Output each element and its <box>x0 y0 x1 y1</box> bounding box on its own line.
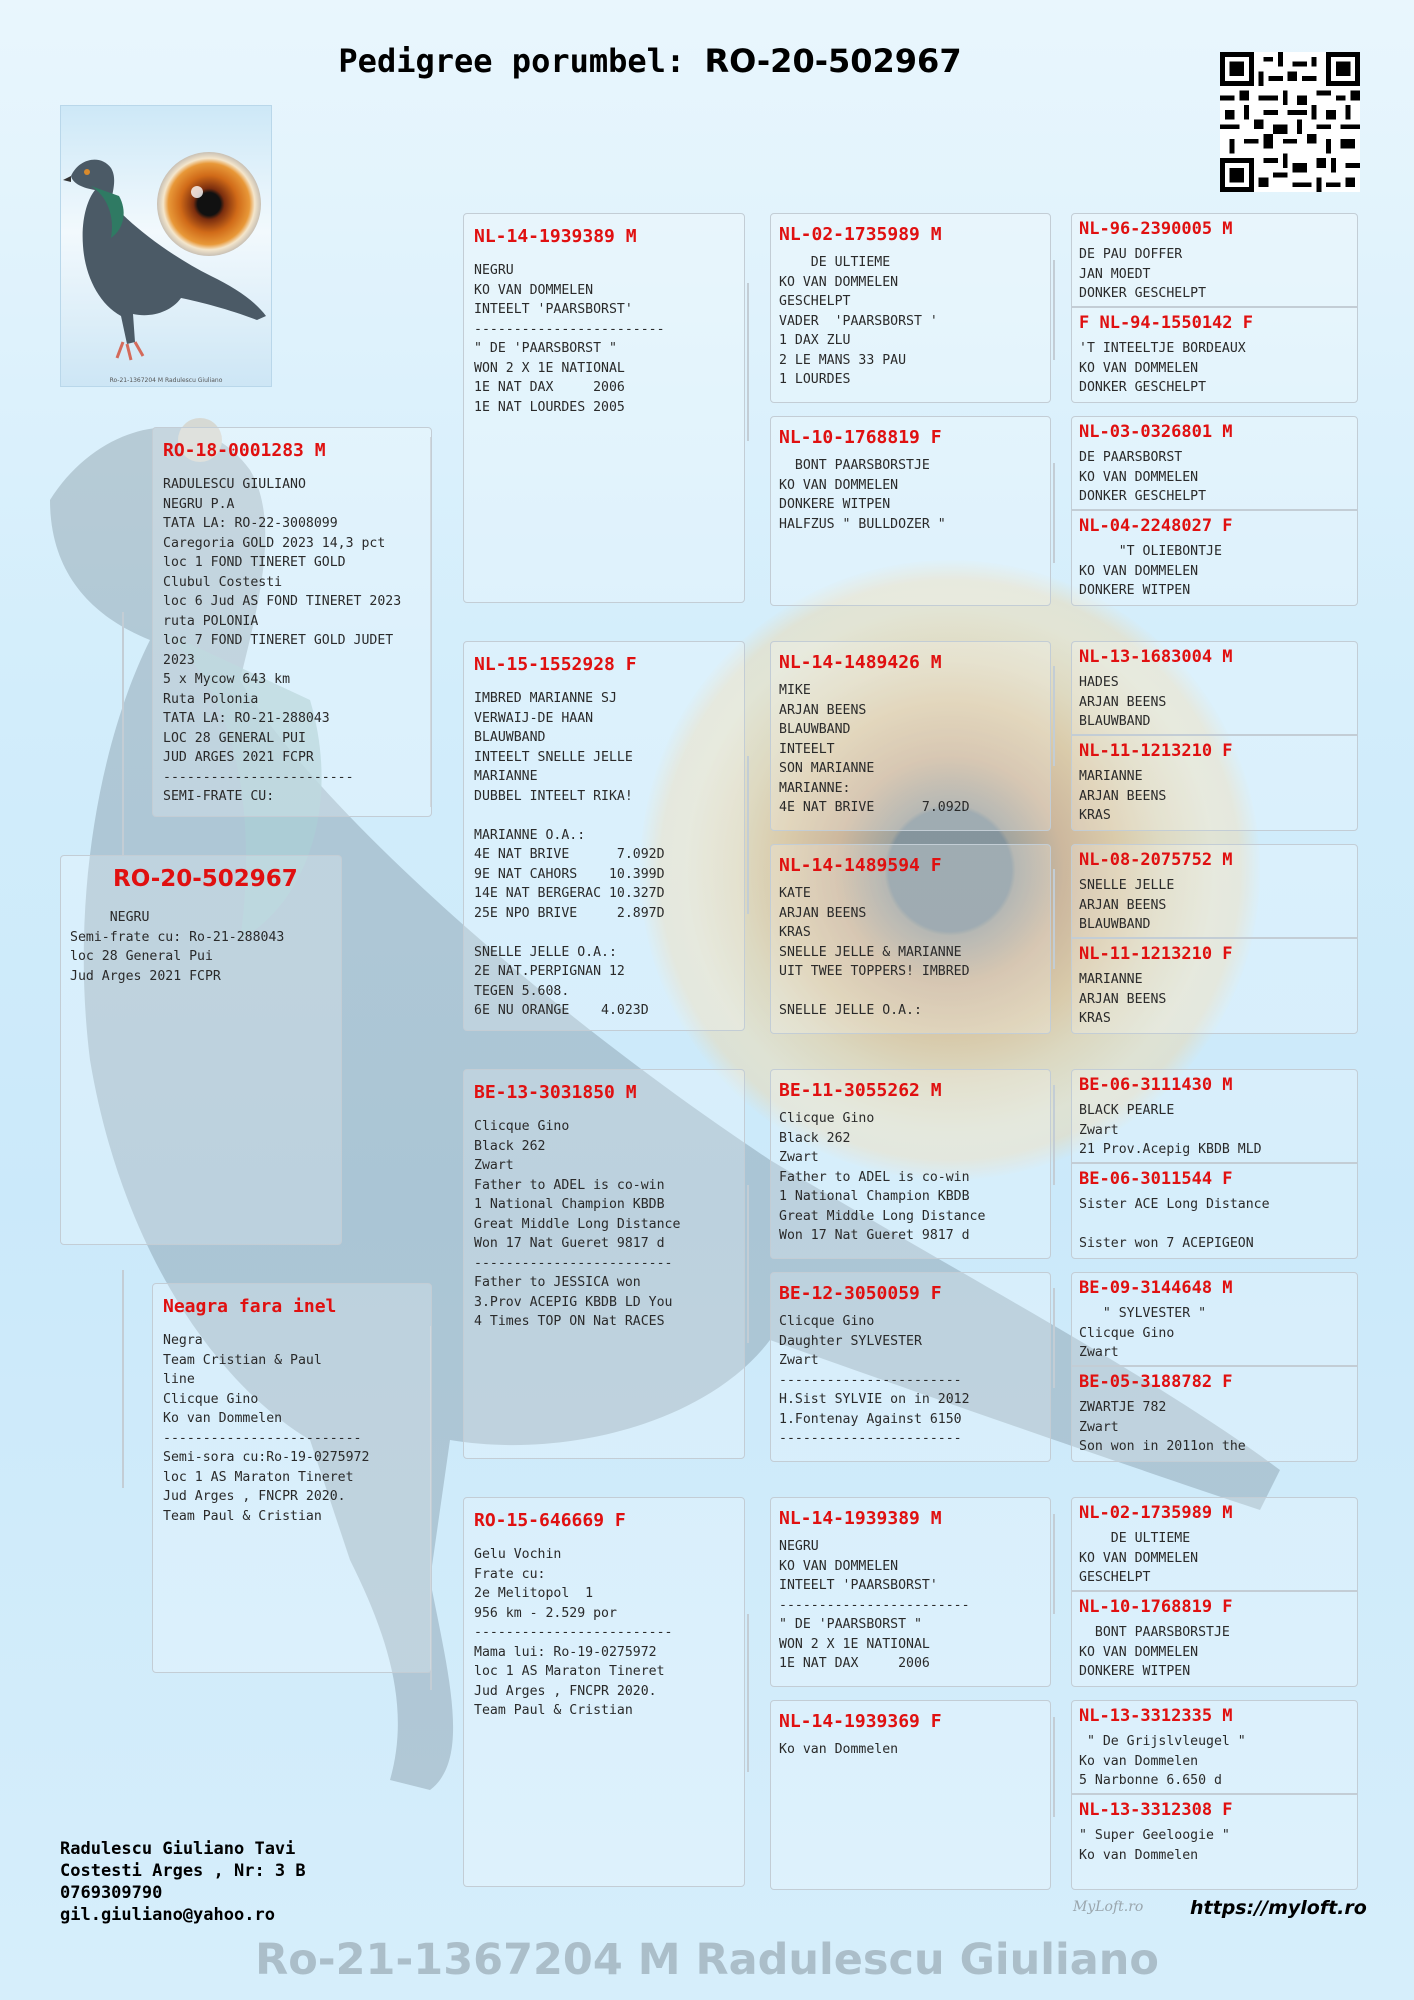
owner-phone[interactable]: 0769309790 <box>60 1883 163 1903</box>
great-grandparent-info: KATE ARJAN BEENS KRAS SNELLE JELLE & MARIANNE UIT TWEE TOPPERS! IMBRED SNELLE JELLE O.A.: <box>779 886 970 1018</box>
connector <box>747 1614 749 1772</box>
connector <box>1053 1085 1055 1185</box>
pigeon-photo-art <box>61 106 272 387</box>
ancestor-ring: NL-04-2248027 F <box>1079 516 1233 536</box>
connector <box>1053 260 1055 360</box>
grandparent-info: Clicque Gino Black 262 Zwart Father to ADEL is co-win 1 National Champion KBDB Great Middle Long Distance Won 17 Nat Gueret 9817 d ------------------------- Father to JESSICA won 3.Prov ACEPIG KBDB LD You 4 Times TOP ON Nat RACES <box>474 1119 681 1329</box>
dam-info: Negra Team Cristian & Paul line Clicque Gino Ko van Dommelen ------------------------- Semi-sora cu:Ro-19-0275972 loc 1 AS Maraton Tineret Jud Arges , FNCPR 2020. Team Paul & Cristian <box>163 1333 370 1524</box>
qr-code-icon <box>1220 52 1360 192</box>
great-grandparent-card[interactable] <box>770 213 1051 403</box>
great-grandparent-card[interactable] <box>770 1069 1051 1259</box>
connector <box>1053 1288 1055 1388</box>
grandparent-ring: NL-14-1939389 M <box>474 226 637 247</box>
ancestor-ring: NL-02-1735989 M <box>1079 1503 1233 1523</box>
ancestor-info: "T OLIEBONTJE KO VAN DOMMELEN DONKERE WITPEN <box>1079 544 1222 598</box>
grandparent-ring: BE-13-3031850 M <box>474 1082 637 1103</box>
pigeon-photo <box>60 105 272 387</box>
ancestor-card[interactable] <box>1071 307 1358 403</box>
great-grandparent-info: Clicque Gino Daughter SYLVESTER Zwart ----------------------- H.Sist SYLVIE on in 2012 1.Fontenay Against 6150 ----------------------- <box>779 1314 970 1446</box>
great-grandparent-info: Ko van Dommelen <box>779 1742 899 1757</box>
ancestor-card[interactable] <box>1071 1591 1358 1687</box>
ancestor-card[interactable] <box>1071 1366 1358 1462</box>
dam-ring: Neagra fara inel <box>163 1296 337 1317</box>
ancestor-info: HADES ARJAN BEENS BLAUWBAND <box>1079 675 1167 729</box>
ancestor-info: BLACK PEARLE Zwart 21 Prov.Acepig KBDB MLD <box>1079 1103 1262 1157</box>
ancestor-ring: BE-06-3011544 F <box>1079 1169 1233 1189</box>
great-grandparent-ring: NL-14-1939389 M <box>779 1508 942 1529</box>
connector <box>122 612 124 855</box>
ancestor-ring: NL-08-2075752 M <box>1079 850 1233 870</box>
grandparent-ring: RO-15-646669 F <box>474 1510 626 1531</box>
owner-name: Radulescu Giuliano Tavi <box>60 1839 296 1859</box>
ancestor-ring: NL-13-3312308 F <box>1079 1800 1233 1820</box>
ancestor-card[interactable] <box>1071 1700 1358 1794</box>
dam-card[interactable] <box>152 1283 432 1673</box>
ancestor-info: ZWARTJE 782 Zwart Son won in 2011on the <box>1079 1400 1246 1454</box>
myloft-logo: MyLoft.ro <box>1073 1899 1144 1915</box>
ancestor-card[interactable] <box>1071 1794 1358 1890</box>
ancestor-info: MARIANNE ARJAN BEENS KRAS <box>1079 769 1167 823</box>
great-grandparent-ring: NL-14-1489426 M <box>779 652 942 673</box>
ancestor-ring: F NL-94-1550142 F <box>1079 313 1253 333</box>
website-link[interactable]: https://myloft.ro <box>1190 1897 1367 1919</box>
connector <box>1053 1717 1055 1817</box>
title-ring: RO-20-502967 <box>704 42 962 80</box>
ancestor-card[interactable] <box>1071 641 1358 735</box>
connector <box>1053 666 1055 766</box>
ancestor-card[interactable] <box>1071 213 1358 307</box>
subject-info: NEGRU Semi-frate cu: Ro-21-288043 loc 28 General Pui Jud Arges 2021 FCPR <box>70 910 285 984</box>
great-grandparent-ring: NL-02-1735989 M <box>779 224 942 245</box>
great-grandparent-card[interactable] <box>770 1497 1051 1687</box>
subject-ring: RO-20-502967 <box>113 866 298 892</box>
sire-ring: RO-18-0001283 M <box>163 440 326 461</box>
ancestor-info: " De Grijslvleugel " Ko van Dommelen 5 Narbonne 6.650 d <box>1079 1734 1246 1788</box>
connector <box>747 756 749 914</box>
ancestor-ring: NL-13-1683004 M <box>1079 647 1233 667</box>
ancestor-ring: NL-10-1768819 F <box>1079 1597 1233 1617</box>
ancestor-info: 'T INTEELTJE BORDEAUX KO VAN DOMMELEN DONKER GESCHELPT <box>1079 341 1246 395</box>
ancestor-info: DE PAARSBORST KO VAN DOMMELEN DONKER GESCHELPT <box>1079 450 1207 504</box>
ancestor-ring: NL-13-3312335 M <box>1079 1706 1233 1726</box>
connector <box>1053 1514 1055 1614</box>
ancestor-info: Sister ACE Long Distance Sister won 7 ACEPIGEON <box>1079 1197 1270 1251</box>
ancestor-info: SNELLE JELLE ARJAN BEENS BLAUWBAND <box>1079 878 1175 932</box>
great-grandparent-card[interactable] <box>770 641 1051 831</box>
connector <box>1053 463 1055 563</box>
ancestor-ring: BE-05-3188782 F <box>1079 1372 1233 1392</box>
great-grandparent-info: NEGRU KO VAN DOMMELEN INTEELT 'PAARSBORST' ------------------------ " DE 'PAARSBORST " WON 2 X 1E NATIONAL 1E NAT DAX 2006 <box>779 1539 970 1671</box>
page-title <box>0 42 1300 80</box>
grandparent-ring: NL-15-1552928 F <box>474 654 637 675</box>
watermark: Ro-21-1367204 M Radulescu Giuliano <box>255 1935 1159 1985</box>
great-grandparent-card[interactable] <box>770 1272 1051 1462</box>
great-grandparent-ring: BE-11-3055262 M <box>779 1080 942 1101</box>
ancestor-card[interactable] <box>1071 735 1358 831</box>
ancestor-ring: BE-06-3111430 M <box>1079 1075 1233 1095</box>
ancestor-card[interactable] <box>1071 938 1358 1034</box>
ancestor-info: BONT PAARSBORSTJE KO VAN DOMMELEN DONKERE WITPEN <box>1079 1625 1230 1679</box>
great-grandparent-ring: NL-10-1768819 F <box>779 427 942 448</box>
ancestor-card[interactable] <box>1071 1497 1358 1591</box>
ancestor-ring: NL-03-0326801 M <box>1079 422 1233 442</box>
connector <box>1053 869 1055 969</box>
ancestor-ring: NL-11-1213210 F <box>1079 741 1233 761</box>
great-grandparent-info: BONT PAARSBORSTJE KO VAN DOMMELEN DONKERE WITPEN HALFZUS " BULLDOZER " <box>779 458 946 532</box>
grandparent-card[interactable] <box>463 641 745 1031</box>
ancestor-card[interactable] <box>1071 416 1358 510</box>
ancestor-info: MARIANNE ARJAN BEENS KRAS <box>1079 972 1167 1026</box>
grandparent-info: NEGRU KO VAN DOMMELEN INTEELT 'PAARSBORST' ------------------------ " DE 'PAARSBORST " WON 2 X 1E NATIONAL 1E NAT DAX 2006 1E NAT LOURDES 2005 <box>474 263 665 415</box>
great-grandparent-ring: BE-12-3050059 F <box>779 1283 942 1304</box>
title-prefix: Pedigree porumbel: <box>338 42 686 80</box>
ancestor-info: DE PAU DOFFER JAN MOEDT DONKER GESCHELPT <box>1079 247 1207 301</box>
photo-caption: Ro-21-1367204 M Radulescu Giuliano <box>109 377 223 384</box>
ancestor-info: " SYLVESTER " Clicque Gino Zwart <box>1079 1306 1207 1360</box>
sire-info: RADULESCU GIULIANO NEGRU P.A TATA LA: RO-22-3008099 Caregoria GOLD 2023 14,3 pct loc 1 FOND TINERET GOLD Clubul Costesti loc 6 Jud AS FOND TINERET 2023 ruta POLONIA loc 7 FOND TINERET GOLD JUDET 2023 5 x Mycow 643 km Ruta Polonia TATA LA: RO-21-288043 LOC 28 GENERAL PUI JUD ARGES 2021 FCPR ------------------------ SEMI-FRATE CU: <box>163 477 402 804</box>
connector <box>747 1185 749 1343</box>
owner-contact <box>60 1838 306 1926</box>
ancestor-card[interactable] <box>1071 1272 1358 1366</box>
great-grandparent-ring: NL-14-1939369 F <box>779 1711 942 1732</box>
connector <box>747 283 749 441</box>
ancestor-ring: BE-09-3144648 M <box>1079 1278 1233 1298</box>
grandparent-card[interactable] <box>463 213 745 603</box>
grandparent-card[interactable] <box>463 1497 745 1887</box>
grandparent-card[interactable] <box>463 1069 745 1459</box>
ancestor-ring: NL-96-2390005 M <box>1079 219 1233 239</box>
owner-email[interactable]: gil.giuliano@yahoo.ro <box>60 1905 275 1925</box>
subject-card[interactable] <box>60 855 342 1245</box>
ancestor-info: DE ULTIEME KO VAN DOMMELEN GESCHELPT <box>1079 1531 1199 1585</box>
great-grandparent-info: Clicque Gino Black 262 Zwart Father to ADEL is co-win 1 National Champion KBDB Great Middle Long Distance Won 17 Nat Gueret 9817 d <box>779 1111 986 1243</box>
great-grandparent-info: MIKE ARJAN BEENS BLAUWBAND INTEELT SON MARIANNE MARIANNE: 4E NAT BRIVE 7.092D <box>779 683 970 815</box>
ancestor-card[interactable] <box>1071 510 1358 606</box>
great-grandparent-ring: NL-14-1489594 F <box>779 855 942 876</box>
great-grandparent-card[interactable] <box>770 416 1051 606</box>
ancestor-card[interactable] <box>1071 1163 1358 1259</box>
owner-address: Costesti Arges , Nr: 3 B <box>60 1861 306 1881</box>
sire-card[interactable] <box>152 427 432 817</box>
grandparent-info: Gelu Vochin Frate cu: 2e Melitopol 1 956 km - 2.529 por ------------------------- Mama lui: Ro-19-0275972 loc 1 AS Maraton Tineret Jud Arges , FNCPR 2020. Team Paul & Cristian <box>474 1547 673 1718</box>
connector <box>122 1270 124 1488</box>
grandparent-info: IMBRED MARIANNE SJ VERWAIJ-DE HAAN BLAUWBAND INTEELT SNELLE JELLE MARIANNE DUBBEL INTEELT RIKA! MARIANNE O.A.: 4E NAT BRIVE 7.092D 9E NAT CAHORS 10.399D 14E NAT BERGERAC 10.327D 25E NPO BRIVE 2.897D SNELLE JELLE O.A.: 2E NAT.PERPIGNAN 12 TEGEN 5.608. 6E NU ORANGE 4.023D <box>474 691 665 1018</box>
great-grandparent-card[interactable] <box>770 844 1051 1034</box>
ancestor-info: " Super Geeloogie " Ko van Dommelen <box>1079 1828 1230 1863</box>
great-grandparent-info: DE ULTIEME KO VAN DOMMELEN GESCHELPT VADER 'PAARSBORST ' 1 DAX ZLU 2 LE MANS 33 PAU 1 LOURDES <box>779 255 938 387</box>
great-grandparent-card[interactable] <box>770 1700 1051 1890</box>
ancestor-card[interactable] <box>1071 844 1358 938</box>
ancestor-ring: NL-11-1213210 F <box>1079 944 1233 964</box>
ancestor-card[interactable] <box>1071 1069 1358 1163</box>
